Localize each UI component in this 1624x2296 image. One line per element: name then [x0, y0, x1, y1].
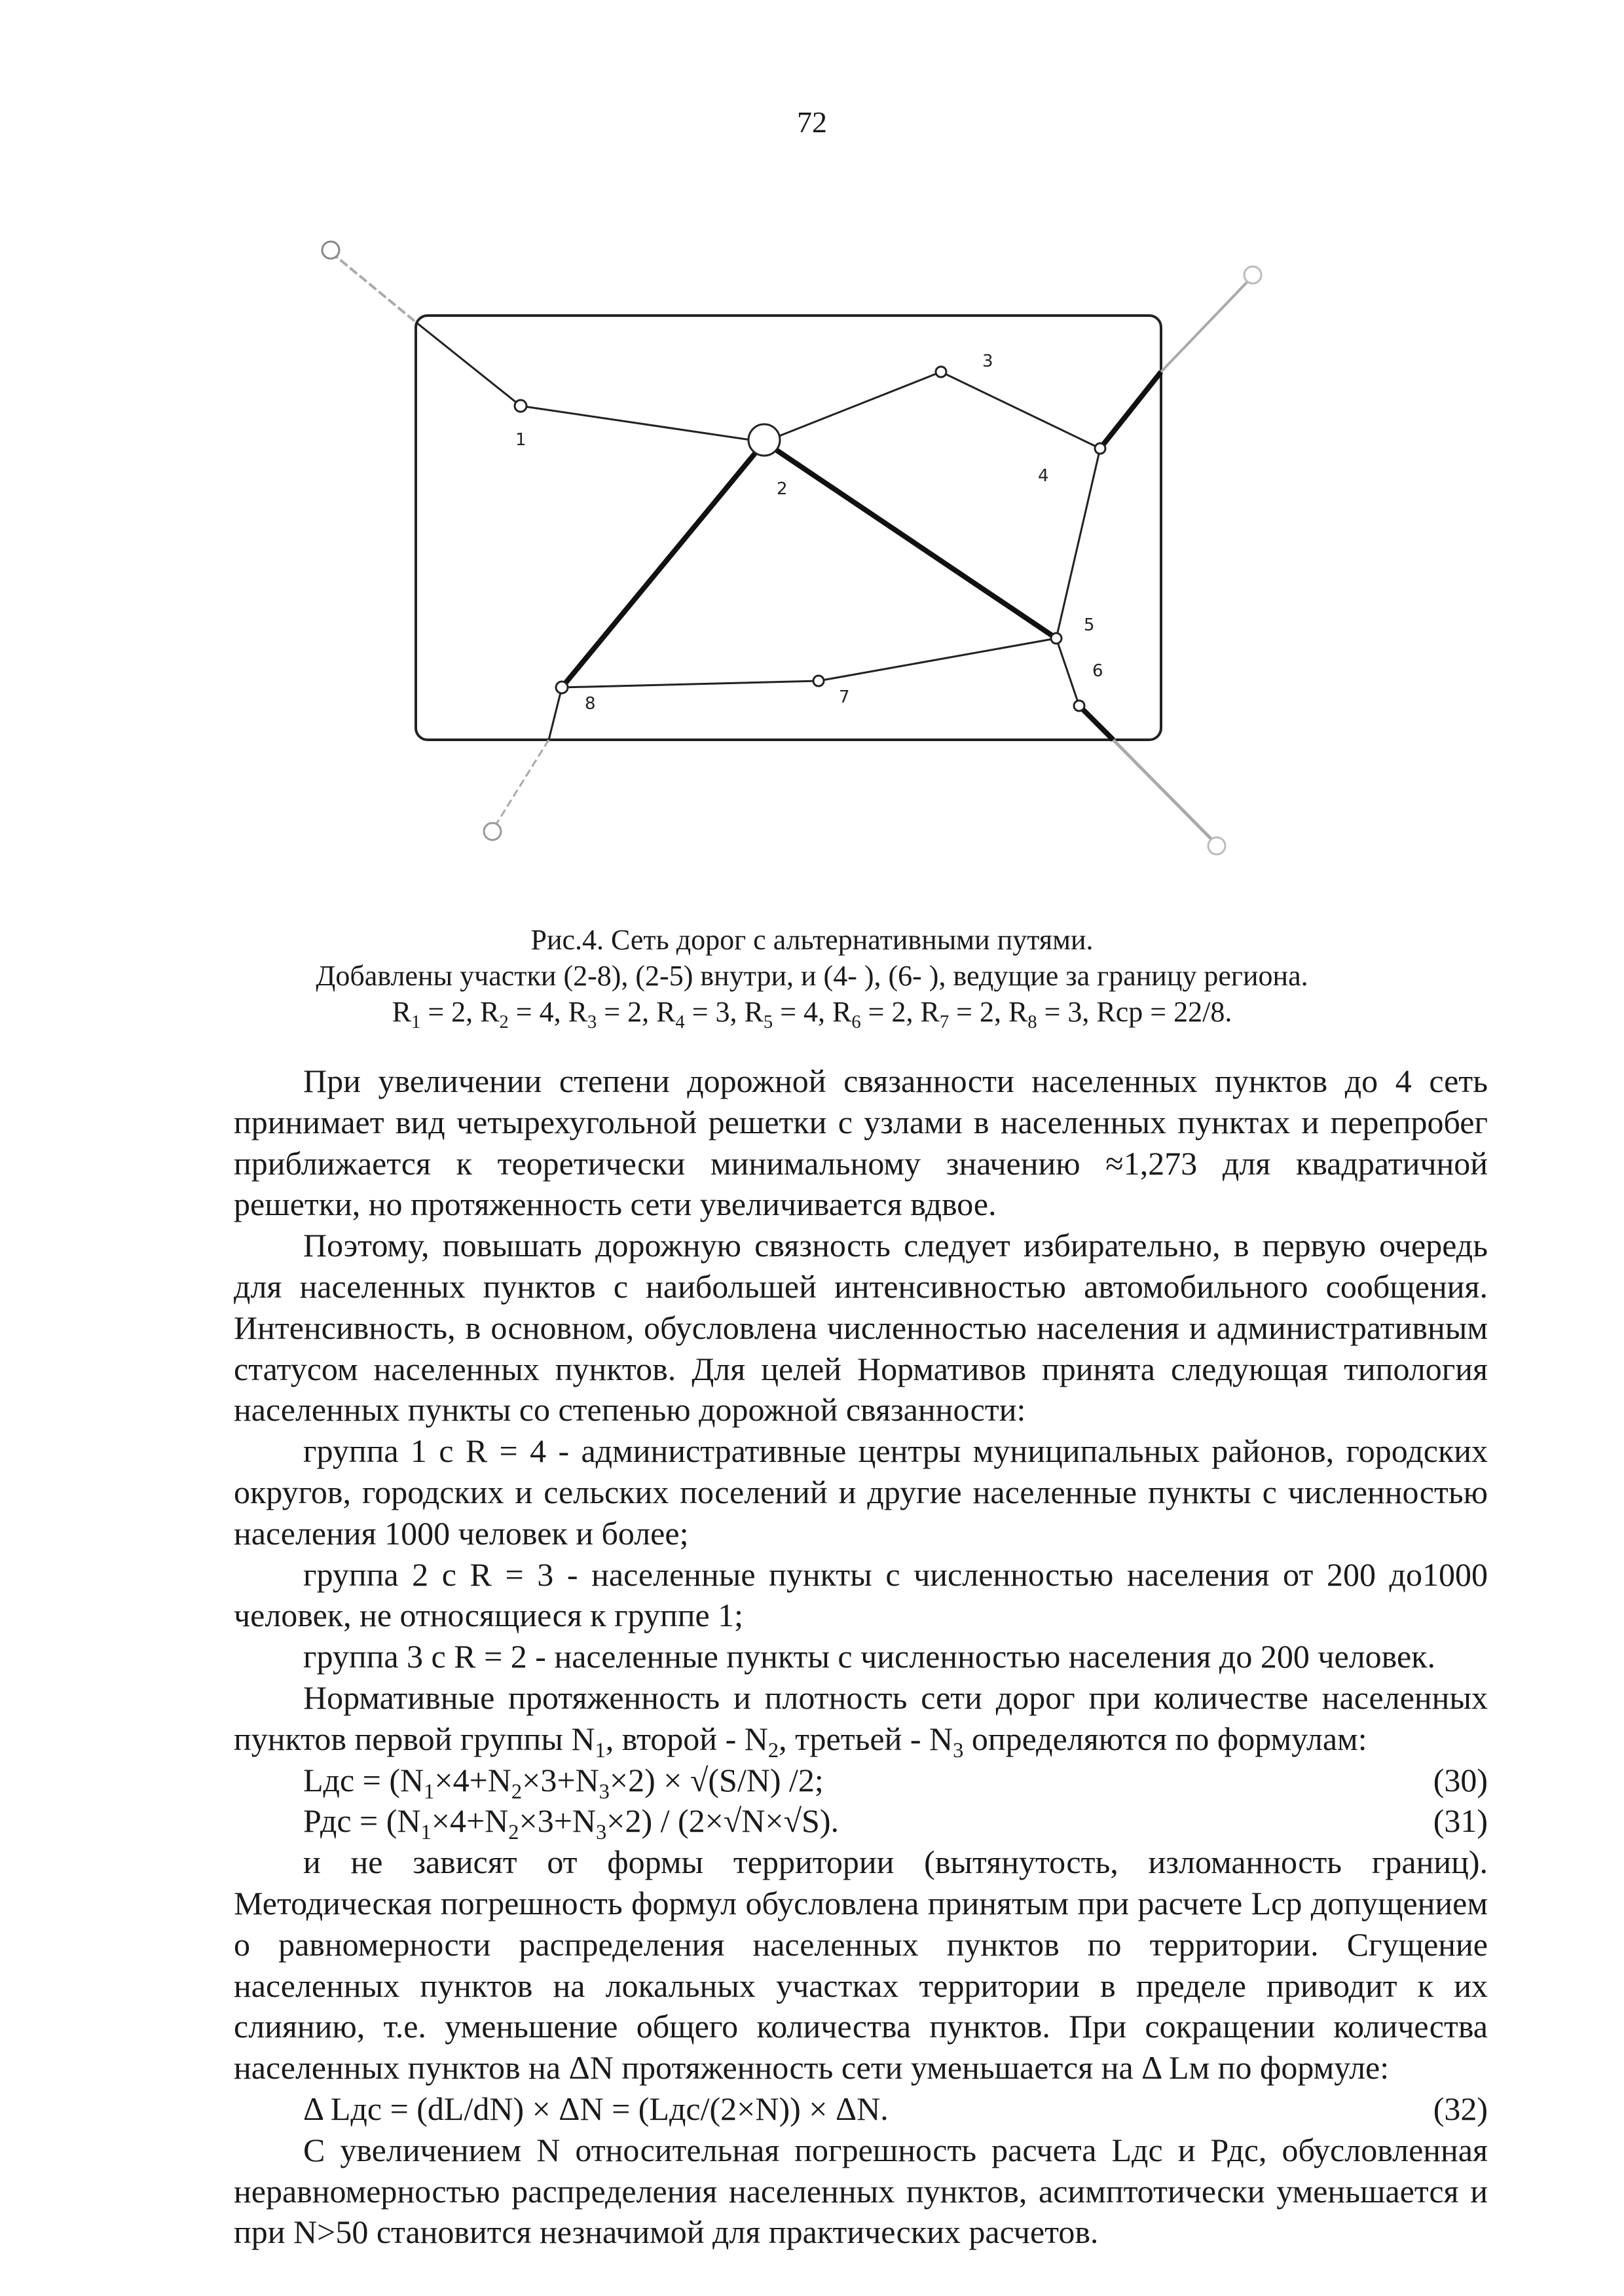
road-outer-4 [1161, 278, 1251, 372]
outer-node [1208, 837, 1225, 854]
formula-31-number: (31) [1433, 1802, 1488, 1840]
body-text [234, 1061, 1488, 2253]
road-4-5 [1056, 448, 1100, 638]
road-boundary-1 [416, 322, 521, 406]
road-1-2 [521, 406, 764, 442]
paragraph-group-1: группа 1 с R = 4 - административные центры муниципальных районов, городских округов, городских и сельских поселений и другие населенные пункты с численностью населения 1000 человек и более; [234, 1432, 1488, 1552]
formula-32 [234, 2088, 1488, 2130]
node-label-4: 4 [1038, 466, 1049, 486]
node-2 [748, 424, 780, 456]
node-3 [936, 367, 946, 377]
formula-30 [234, 1760, 1488, 1804]
road-5-7 [819, 638, 1056, 681]
formula-31-expression: Рдс = $(N_1\times 4+N_2\times 3+N_3\times 2) / (2\times√N\times√S)$. [303, 1802, 840, 1845]
node-label-2: 2 [777, 479, 788, 499]
formula-30-expression: Lдс = $(N_1\times 4+N_2\times 3+N_3\times 2) \times √(S/N)$ /2; [303, 1761, 824, 1804]
road-outer-6 [1113, 740, 1217, 845]
formula-30-number: (30) [1433, 1761, 1488, 1798]
node-4 [1095, 443, 1105, 454]
figure-caption-description: Добавлены участки (2-8), (2-5) внутри, и (4- ), (6- ), ведущие за границу региона. [316, 960, 1308, 992]
road-5-6 [1056, 638, 1079, 706]
road-outer-8 [492, 740, 549, 830]
paragraph-conclusion: С увеличением N относительная погрешность расчета Lдс и Рдс, обусловленная неравномерностью распределения населенных пунктов, асимптотически уменьшается и при N>50 становится незначимой для практических расчетов. [234, 2131, 1488, 2251]
road-network-figure [0, 0, 1624, 917]
paragraph-group-3: группа 3 с R = 2 - населенные пункты с численностью населения до 200 человек. [303, 1638, 1435, 1675]
road-4-out [1100, 372, 1161, 448]
road-7-8 [562, 681, 819, 687]
node-label-8: 8 [585, 694, 596, 714]
node-label-6: 6 [1092, 661, 1103, 681]
outer-node [484, 823, 501, 840]
road-2-5 [774, 448, 1056, 638]
paragraph-group-2: группа 2 с R = 3 - населенные пункты с численностью населения от 200 до1000 человек, не относящиеся к группе 1; [234, 1556, 1488, 1634]
node-8 [556, 682, 568, 693]
road-2-8 [562, 452, 756, 687]
page-number: 72 [797, 105, 827, 139]
node-5 [1051, 633, 1061, 644]
paragraph-selectivity: Поэтому, повышать дорожную связность следует избирательно, в первую очередь для населенных пунктов с наибольшей интенсивностью автомобильного сообщения. Интенсивность, в основном, обусловлена численностью населения и административным статусом населенных пунктов. Для целей Нормативов принята следующая типология населенных пункты со степенью дорожной связанности: [234, 1227, 1488, 1429]
formula-31 [234, 1800, 1488, 1845]
road-2-3 [764, 372, 941, 442]
region-boundary [416, 316, 1161, 740]
outer-node [1244, 266, 1261, 283]
road-6-out [1079, 706, 1113, 740]
node-label-7: 7 [839, 687, 850, 707]
road-3-4 [941, 372, 1100, 448]
road-outer-1 [331, 252, 416, 322]
node-7 [813, 676, 824, 686]
formula-32-expression: Δ Lдс = (dL/dN) × ΔN = (Lдс/(2×N)) × ΔN. [303, 2090, 889, 2127]
node-1 [515, 400, 526, 412]
figure-caption-values: $R_1 = 2$, $R_2 = 4$, $R_3 = 2$, $R_4 = 3$, $R_5 = 4$, $R_6 = 2$, $R_7 = 2$, $R_8 = 3$, Rср = 22/8. [392, 996, 1232, 1032]
formula-32-number: (32) [1433, 2090, 1488, 2127]
figure-caption-title: Рис.4. Сеть дорог с альтернативными путями. [530, 924, 1094, 956]
node-label-5: 5 [1084, 615, 1095, 635]
node-label-3: 3 [982, 352, 993, 371]
node-label-1: 1 [515, 430, 526, 450]
paragraph-connectivity: При увеличении степени дорожной связанности населенных пунктов до 4 сеть принимает вид четырехугольной решетки с узлами в населенных пунктах и перепробег приближается к теоретически минимальному значению ≈1,273 для квадратичной решетки, но протяженность сети увеличивается вдвое. [234, 1063, 1488, 1223]
road-8-boundary [549, 687, 562, 740]
node-6 [1074, 701, 1084, 711]
paragraph-independence: и не зависят от формы территории (вытянутость, изломанность границ). Методическая погрешность формул обусловлена принятым при расчете Lср допущением о равномерности распределения населенных пунктов по территории. Сгущение населенных пунктов на локальных участках территории в пределе приводит к их слиянию, т.е. уменьшение общего количества пунктов. При сокращении количества населенных пунктов на ΔN протяженность сети уменьшается на Δ Lм по формуле: [234, 1844, 1488, 2086]
paragraph-normative: Нормативные протяженность и плотность сети дорог при количестве населенных пунктов первой группы $N_1$, второй - $N_2$, третьей - $N_3$ определяются по формулам: [234, 1679, 1488, 1762]
outer-node [322, 242, 339, 259]
